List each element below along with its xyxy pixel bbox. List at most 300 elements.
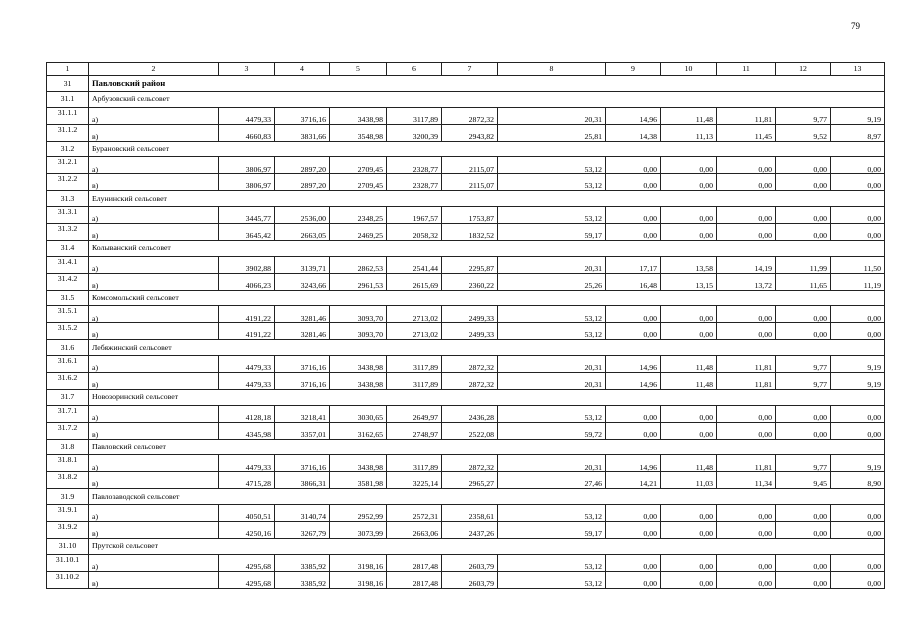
row-code: 31.4.1 [47, 256, 89, 273]
value-cell: 27,46 [498, 472, 606, 489]
value-cell: 11,48 [661, 356, 717, 373]
value-cell: 3073,99 [330, 522, 387, 539]
value-cell: 2817,48 [387, 571, 442, 588]
value-cell: 4128,18 [219, 405, 275, 422]
section-row [47, 240, 885, 256]
value-cell: 3385,92 [275, 554, 330, 571]
value-cell: 53,12 [498, 157, 606, 174]
page-number: 79 [851, 21, 860, 31]
value-cell: 0,00 [606, 174, 661, 191]
section-row [47, 191, 885, 207]
value-cell: 3117,89 [387, 455, 442, 472]
value-cell: 0,00 [661, 323, 717, 340]
value-cell: 2872,32 [442, 455, 498, 472]
value-cell: 0,00 [606, 571, 661, 588]
section-code: 31.4 [47, 240, 89, 256]
row-label: а) [89, 455, 219, 472]
section-row [47, 538, 885, 554]
value-cell: 2943,82 [442, 124, 498, 141]
value-cell: 14,19 [717, 256, 776, 273]
value-cell: 14,96 [606, 107, 661, 124]
row-code: 31.5.1 [47, 306, 89, 323]
value-cell: 11,03 [661, 472, 717, 489]
value-cell: 3438,98 [330, 107, 387, 124]
value-cell: 3716,16 [275, 107, 330, 124]
value-cell: 0,00 [717, 174, 776, 191]
value-cell: 4295,68 [219, 571, 275, 588]
section-code: 31.9 [47, 489, 89, 505]
value-cell: 3438,98 [330, 373, 387, 390]
value-cell: 11,81 [717, 107, 776, 124]
value-cell: 53,12 [498, 505, 606, 522]
value-cell: 2862,53 [330, 256, 387, 273]
value-cell: 2872,32 [442, 107, 498, 124]
value-cell: 2358,61 [442, 505, 498, 522]
row-code: 31.5.2 [47, 323, 89, 340]
section-row [47, 141, 885, 157]
value-cell: 0,00 [606, 422, 661, 439]
table-row [47, 422, 885, 439]
row-label: в) [89, 422, 219, 439]
section-name: Колыванский сельсовет [89, 240, 885, 256]
section-row [47, 489, 885, 505]
value-cell: 2115,07 [442, 174, 498, 191]
value-cell: 3281,46 [275, 323, 330, 340]
value-cell: 0,00 [776, 224, 831, 241]
value-cell: 0,00 [661, 505, 717, 522]
value-cell: 14,38 [606, 124, 661, 141]
row-code: 31.7.2 [47, 422, 89, 439]
column-number: 9 [606, 63, 661, 76]
value-cell: 4191,22 [219, 323, 275, 340]
table-row [47, 505, 885, 522]
section-name: Прутской сельсовет [89, 538, 885, 554]
value-cell: 3093,70 [330, 306, 387, 323]
row-label: в) [89, 472, 219, 489]
value-cell: 0,00 [606, 323, 661, 340]
row-code: 31.6.1 [47, 356, 89, 373]
value-cell: 0,00 [661, 422, 717, 439]
value-cell: 0,00 [831, 422, 885, 439]
row-label: а) [89, 554, 219, 571]
row-label: в) [89, 522, 219, 539]
value-cell: 16,48 [606, 273, 661, 290]
value-cell: 13,58 [661, 256, 717, 273]
table-row [47, 522, 885, 539]
value-cell: 11,45 [717, 124, 776, 141]
section-name: Комсомольский сельсовет [89, 290, 885, 306]
value-cell: 3831,66 [275, 124, 330, 141]
value-cell: 53,12 [498, 207, 606, 224]
row-label: а) [89, 505, 219, 522]
value-cell: 0,00 [831, 323, 885, 340]
value-cell: 3162,65 [330, 422, 387, 439]
table-row [47, 256, 885, 273]
value-cell: 3438,98 [330, 455, 387, 472]
value-cell: 3200,39 [387, 124, 442, 141]
column-number: 11 [717, 63, 776, 76]
value-cell: 2872,32 [442, 356, 498, 373]
section-code: 31.5 [47, 290, 89, 306]
column-number: 3 [219, 63, 275, 76]
value-cell: 3117,89 [387, 356, 442, 373]
value-cell: 3140,74 [275, 505, 330, 522]
value-cell: 59,17 [498, 224, 606, 241]
column-number: 13 [831, 63, 885, 76]
value-cell: 0,00 [776, 306, 831, 323]
value-cell: 0,00 [831, 207, 885, 224]
value-cell: 3225,14 [387, 472, 442, 489]
value-cell: 8,97 [831, 124, 885, 141]
value-cell: 2348,25 [330, 207, 387, 224]
value-cell: 0,00 [717, 224, 776, 241]
value-cell: 59,72 [498, 422, 606, 439]
row-code: 31.3.1 [47, 207, 89, 224]
value-cell: 2437,26 [442, 522, 498, 539]
value-cell: 20,31 [498, 356, 606, 373]
row-label: в) [89, 273, 219, 290]
row-label: а) [89, 306, 219, 323]
value-cell: 0,00 [661, 522, 717, 539]
value-cell: 2603,79 [442, 571, 498, 588]
row-label: в) [89, 571, 219, 588]
value-cell: 2817,48 [387, 554, 442, 571]
value-cell: 2709,45 [330, 174, 387, 191]
value-cell: 3281,46 [275, 306, 330, 323]
value-cell: 25,81 [498, 124, 606, 141]
value-cell: 0,00 [606, 207, 661, 224]
section-code: 31.10 [47, 538, 89, 554]
value-cell: 0,00 [831, 224, 885, 241]
value-cell: 2328,77 [387, 174, 442, 191]
value-cell: 2115,07 [442, 157, 498, 174]
value-cell: 20,31 [498, 256, 606, 273]
value-cell: 9,52 [776, 124, 831, 141]
value-cell: 0,00 [661, 174, 717, 191]
row-label: а) [89, 405, 219, 422]
value-cell: 4191,22 [219, 306, 275, 323]
value-cell: 3445,77 [219, 207, 275, 224]
value-cell: 0,00 [606, 405, 661, 422]
row-label: а) [89, 107, 219, 124]
value-cell: 53,12 [498, 405, 606, 422]
section-code: 31.1 [47, 91, 89, 107]
value-cell: 53,12 [498, 323, 606, 340]
value-cell: 0,00 [661, 224, 717, 241]
value-cell: 11,48 [661, 107, 717, 124]
section-name: Арбузовский сельсовет [89, 91, 885, 107]
section-name: Бурановский сельсовет [89, 141, 885, 157]
value-cell: 25,26 [498, 273, 606, 290]
value-cell: 59,17 [498, 522, 606, 539]
value-cell: 2748,97 [387, 422, 442, 439]
value-cell: 0,00 [661, 571, 717, 588]
value-cell: 0,00 [776, 174, 831, 191]
value-cell: 0,00 [606, 505, 661, 522]
row-code: 31.6.2 [47, 373, 89, 390]
column-number: 4 [275, 63, 330, 76]
value-cell: 4479,33 [219, 356, 275, 373]
value-cell: 4066,23 [219, 273, 275, 290]
value-cell: 2709,45 [330, 157, 387, 174]
value-cell: 20,31 [498, 373, 606, 390]
tariff-table [46, 62, 885, 589]
value-cell: 0,00 [606, 224, 661, 241]
district-code: 31 [47, 76, 89, 92]
value-cell: 1967,57 [387, 207, 442, 224]
value-cell: 20,31 [498, 107, 606, 124]
column-number: 12 [776, 63, 831, 76]
value-cell: 4479,33 [219, 107, 275, 124]
row-label: а) [89, 356, 219, 373]
value-cell: 3267,79 [275, 522, 330, 539]
value-cell: 0,00 [606, 306, 661, 323]
value-cell: 0,00 [661, 207, 717, 224]
row-code: 31.9.1 [47, 505, 89, 522]
value-cell: 3357,01 [275, 422, 330, 439]
table-row [47, 273, 885, 290]
column-number: 8 [498, 63, 606, 76]
section-row [47, 389, 885, 405]
row-code: 31.9.2 [47, 522, 89, 539]
value-cell: 53,12 [498, 174, 606, 191]
value-cell: 11,48 [661, 373, 717, 390]
value-cell: 0,00 [717, 323, 776, 340]
value-cell: 3117,89 [387, 373, 442, 390]
value-cell: 11,81 [717, 356, 776, 373]
table-row [47, 455, 885, 472]
value-cell: 3139,71 [275, 256, 330, 273]
value-cell: 0,00 [717, 554, 776, 571]
value-cell: 0,00 [661, 306, 717, 323]
value-cell: 2649,97 [387, 405, 442, 422]
value-cell: 0,00 [776, 157, 831, 174]
value-cell: 2952,99 [330, 505, 387, 522]
value-cell: 0,00 [776, 405, 831, 422]
value-cell: 0,00 [776, 323, 831, 340]
value-cell: 9,77 [776, 373, 831, 390]
value-cell: 0,00 [776, 207, 831, 224]
row-code: 31.2.1 [47, 157, 89, 174]
value-cell: 9,45 [776, 472, 831, 489]
section-name: Павлозаводской сельсовет [89, 489, 885, 505]
value-cell: 2522,08 [442, 422, 498, 439]
value-cell: 0,00 [717, 405, 776, 422]
value-cell: 0,00 [661, 157, 717, 174]
section-name: Новозоринский сельсовет [89, 389, 885, 405]
column-number: 6 [387, 63, 442, 76]
value-cell: 3806,97 [219, 174, 275, 191]
value-cell: 0,00 [831, 522, 885, 539]
value-cell: 2469,25 [330, 224, 387, 241]
value-cell: 4295,68 [219, 554, 275, 571]
value-cell: 3117,89 [387, 107, 442, 124]
value-cell: 0,00 [776, 522, 831, 539]
row-code: 31.1.2 [47, 124, 89, 141]
table-row [47, 306, 885, 323]
section-code: 31.3 [47, 191, 89, 207]
value-cell: 4345,98 [219, 422, 275, 439]
value-cell: 3716,16 [275, 455, 330, 472]
value-cell: 8,90 [831, 472, 885, 489]
section-name: Лебяжинский сельсовет [89, 340, 885, 356]
value-cell: 2872,32 [442, 373, 498, 390]
value-cell: 13,72 [717, 273, 776, 290]
value-cell: 3581,98 [330, 472, 387, 489]
value-cell: 9,19 [831, 356, 885, 373]
value-cell: 0,00 [831, 157, 885, 174]
value-cell: 0,00 [717, 522, 776, 539]
table-row [47, 554, 885, 571]
row-label: а) [89, 256, 219, 273]
value-cell: 11,81 [717, 455, 776, 472]
value-cell: 3716,16 [275, 373, 330, 390]
table-row [47, 356, 885, 373]
row-label: в) [89, 373, 219, 390]
value-cell: 11,65 [776, 273, 831, 290]
row-code: 31.7.1 [47, 405, 89, 422]
value-cell: 17,17 [606, 256, 661, 273]
value-cell: 2328,77 [387, 157, 442, 174]
value-cell: 3030,65 [330, 405, 387, 422]
value-cell: 9,19 [831, 373, 885, 390]
value-cell: 3243,66 [275, 273, 330, 290]
value-cell: 2536,00 [275, 207, 330, 224]
value-cell: 2965,27 [442, 472, 498, 489]
value-cell: 11,50 [831, 256, 885, 273]
value-cell: 9,77 [776, 107, 831, 124]
table-row [47, 472, 885, 489]
row-code: 31.8.2 [47, 472, 89, 489]
value-cell: 53,12 [498, 306, 606, 323]
value-cell: 3198,16 [330, 571, 387, 588]
header-row [47, 63, 885, 76]
value-cell: 14,96 [606, 455, 661, 472]
row-code: 31.3.2 [47, 224, 89, 241]
district-row [47, 76, 885, 92]
value-cell: 14,96 [606, 373, 661, 390]
value-cell: 2615,69 [387, 273, 442, 290]
value-cell: 0,00 [776, 554, 831, 571]
row-label: в) [89, 174, 219, 191]
value-cell: 4479,33 [219, 455, 275, 472]
row-label: в) [89, 124, 219, 141]
value-cell: 3438,98 [330, 356, 387, 373]
column-number: 7 [442, 63, 498, 76]
value-cell: 3218,41 [275, 405, 330, 422]
value-cell: 4715,28 [219, 472, 275, 489]
value-cell: 2663,06 [387, 522, 442, 539]
section-row [47, 290, 885, 306]
value-cell: 3902,88 [219, 256, 275, 273]
district-name: Павловский район [89, 76, 885, 92]
value-cell: 2436,28 [442, 405, 498, 422]
value-cell: 0,00 [776, 422, 831, 439]
value-cell: 3645,42 [219, 224, 275, 241]
section-code: 31.7 [47, 389, 89, 405]
value-cell: 4050,51 [219, 505, 275, 522]
row-label: в) [89, 323, 219, 340]
value-cell: 2897,20 [275, 174, 330, 191]
value-cell: 0,00 [606, 522, 661, 539]
value-cell: 1832,52 [442, 224, 498, 241]
value-cell: 9,19 [831, 107, 885, 124]
row-code: 31.1.1 [47, 107, 89, 124]
value-cell: 3716,16 [275, 356, 330, 373]
section-name: Павловский сельсовет [89, 439, 885, 455]
table-row [47, 224, 885, 241]
value-cell: 3198,16 [330, 554, 387, 571]
value-cell: 53,12 [498, 554, 606, 571]
section-code: 31.8 [47, 439, 89, 455]
value-cell: 2713,02 [387, 306, 442, 323]
value-cell: 3548,98 [330, 124, 387, 141]
table-row [47, 571, 885, 588]
section-name: Елунинский сельсовет [89, 191, 885, 207]
value-cell: 20,31 [498, 455, 606, 472]
table-row [47, 107, 885, 124]
row-code: 31.10.2 [47, 571, 89, 588]
value-cell: 9,77 [776, 455, 831, 472]
value-cell: 0,00 [831, 306, 885, 323]
value-cell: 11,48 [661, 455, 717, 472]
value-cell: 2603,79 [442, 554, 498, 571]
section-code: 31.2 [47, 141, 89, 157]
value-cell: 2541,44 [387, 256, 442, 273]
table-row [47, 174, 885, 191]
table-row [47, 405, 885, 422]
value-cell: 3806,97 [219, 157, 275, 174]
column-number: 1 [47, 63, 89, 76]
row-code: 31.8.1 [47, 455, 89, 472]
value-cell: 11,99 [776, 256, 831, 273]
value-cell: 0,00 [717, 571, 776, 588]
value-cell: 0,00 [776, 571, 831, 588]
value-cell: 2713,02 [387, 323, 442, 340]
section-row [47, 340, 885, 356]
value-cell: 53,12 [498, 571, 606, 588]
row-code: 31.4.2 [47, 273, 89, 290]
value-cell: 3093,70 [330, 323, 387, 340]
value-cell: 0,00 [606, 554, 661, 571]
table-row [47, 157, 885, 174]
section-code: 31.6 [47, 340, 89, 356]
value-cell: 11,34 [717, 472, 776, 489]
table-row [47, 124, 885, 141]
value-cell: 0,00 [717, 157, 776, 174]
column-number: 5 [330, 63, 387, 76]
table-body [47, 63, 885, 589]
column-number: 2 [89, 63, 219, 76]
value-cell: 4660,83 [219, 124, 275, 141]
value-cell: 2572,31 [387, 505, 442, 522]
value-cell: 0,00 [831, 405, 885, 422]
value-cell: 2663,05 [275, 224, 330, 241]
table-row [47, 373, 885, 390]
value-cell: 0,00 [606, 157, 661, 174]
table-row [47, 207, 885, 224]
row-label: а) [89, 157, 219, 174]
value-cell: 0,00 [717, 306, 776, 323]
value-cell: 0,00 [831, 174, 885, 191]
value-cell: 14,21 [606, 472, 661, 489]
row-code: 31.10.1 [47, 554, 89, 571]
value-cell: 2295,87 [442, 256, 498, 273]
value-cell: 2499,33 [442, 306, 498, 323]
value-cell: 2961,53 [330, 273, 387, 290]
value-cell: 0,00 [661, 405, 717, 422]
row-label: а) [89, 207, 219, 224]
